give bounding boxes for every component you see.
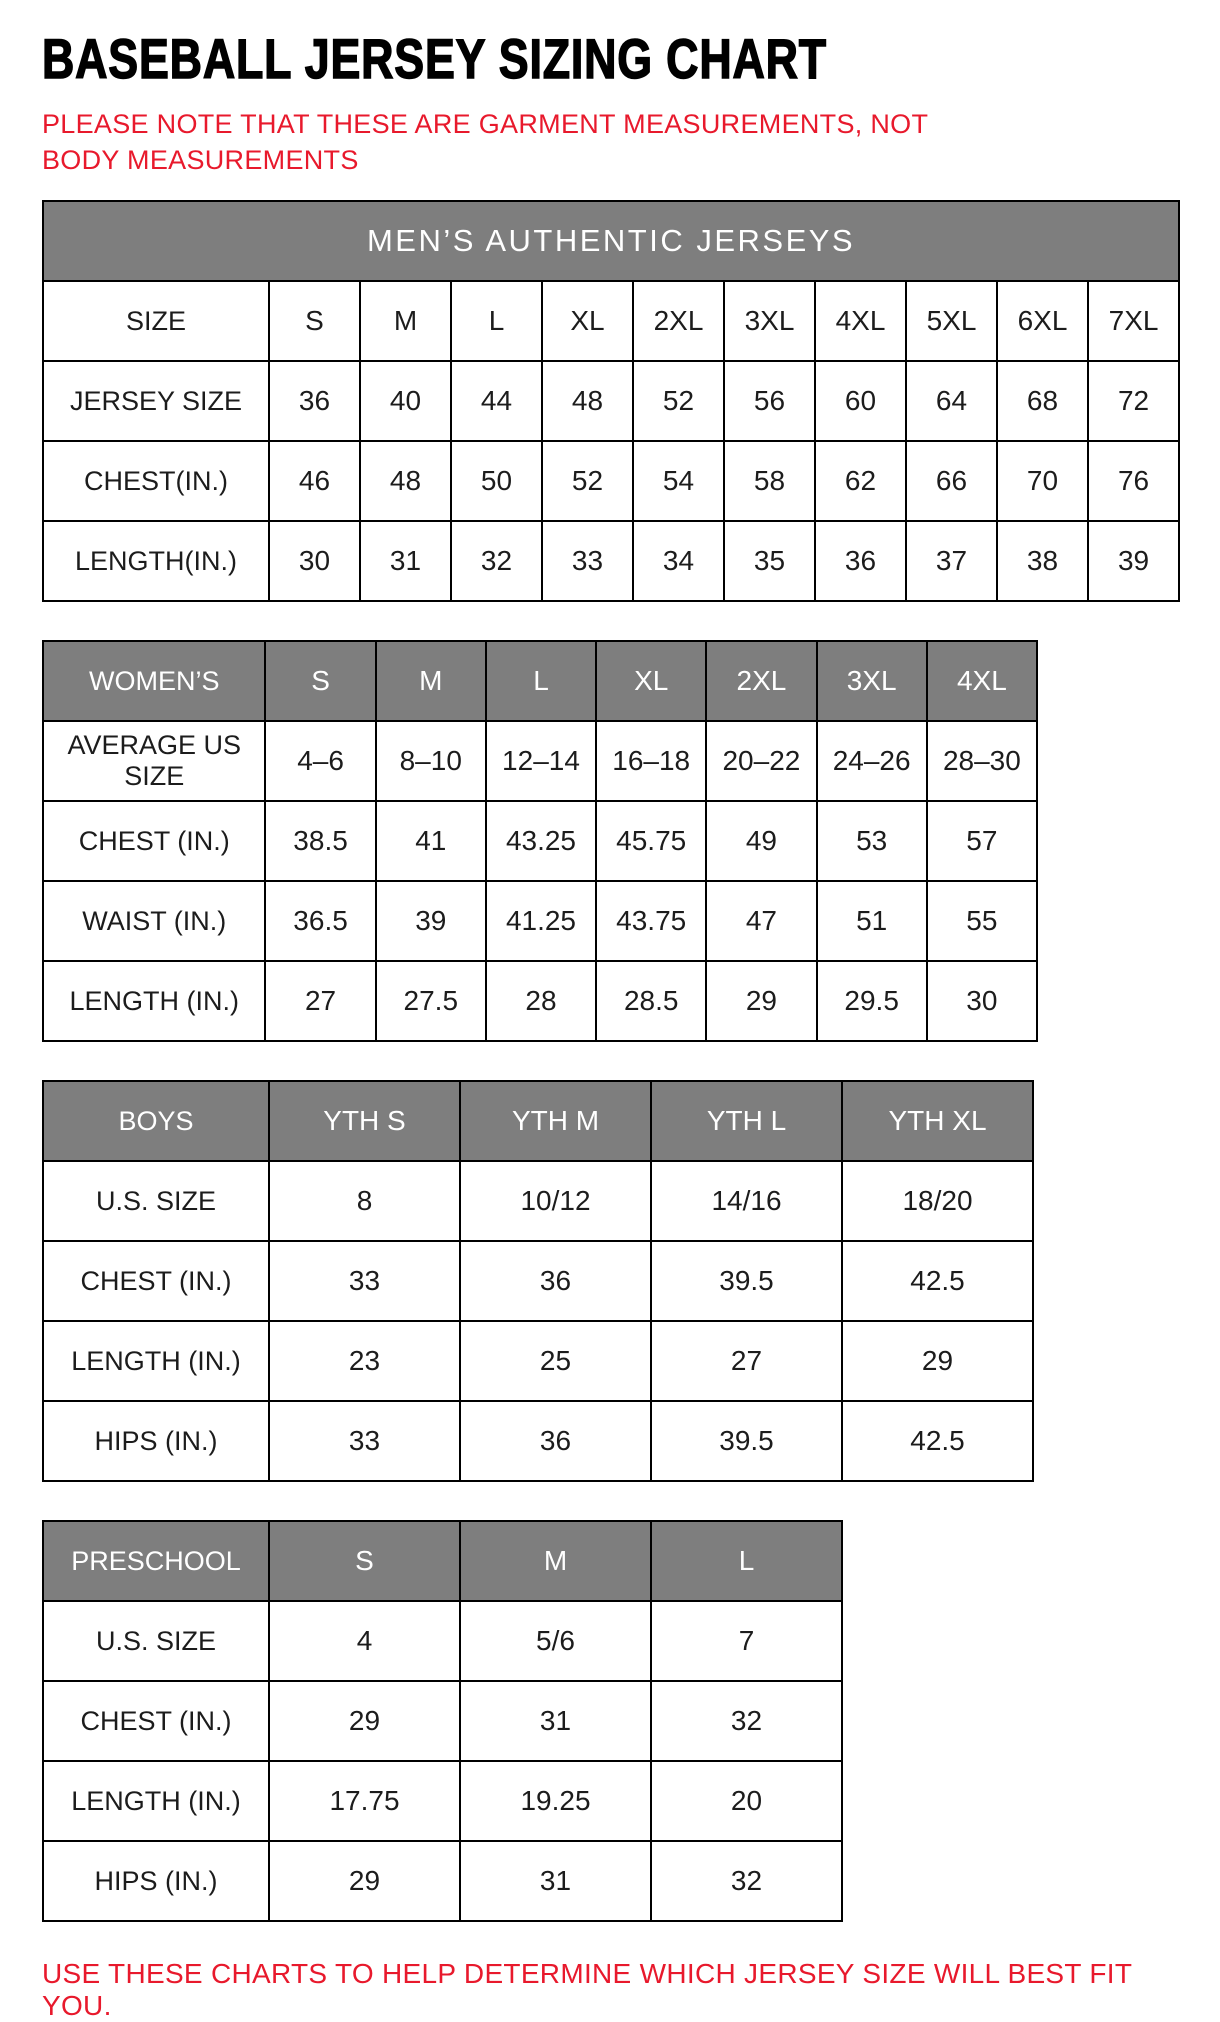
value-cell: 47	[706, 881, 816, 961]
value-cell: 29	[269, 1841, 460, 1921]
value-cell: 30	[269, 521, 360, 601]
value-cell: 62	[815, 441, 906, 521]
value-cell: 48	[542, 361, 633, 441]
table-row	[43, 281, 1179, 361]
value-cell: 48	[360, 441, 451, 521]
table-row	[43, 721, 1037, 801]
value-cell: 27	[265, 961, 375, 1041]
table-row	[43, 641, 1037, 721]
column-header: L	[651, 1521, 842, 1601]
value-cell: 55	[927, 881, 1037, 961]
value-cell: 4–6	[265, 721, 375, 801]
column-header: S	[265, 641, 375, 721]
value-cell: 29	[269, 1681, 460, 1761]
table-row	[43, 1401, 1033, 1481]
value-cell: 14/16	[651, 1161, 842, 1241]
row-label: LENGTH (IN.)	[43, 1761, 269, 1841]
value-cell: 29	[706, 961, 816, 1041]
column-header: L	[486, 641, 596, 721]
column-header: YTH M	[460, 1081, 651, 1161]
value-cell: 39	[376, 881, 486, 961]
value-cell: 28.5	[596, 961, 706, 1041]
value-cell: 7	[651, 1601, 842, 1681]
table-row	[43, 801, 1037, 881]
row-label: LENGTH(IN.)	[43, 521, 269, 601]
value-cell: 27	[651, 1321, 842, 1401]
value-cell: 23	[269, 1321, 460, 1401]
value-cell: 32	[651, 1681, 842, 1761]
tables-section	[42, 200, 1180, 1922]
value-cell: 64	[906, 361, 997, 441]
column-header: S	[269, 1521, 460, 1601]
preschool-table	[42, 1520, 843, 1922]
value-cell: 5/6	[460, 1601, 651, 1681]
value-cell: 28–30	[927, 721, 1037, 801]
footer-note: USE THESE CHARTS TO HELP DETERMINE WHICH JERSEY SIZE WILL BEST FIT YOU.	[42, 1958, 1132, 2022]
value-cell: 8	[269, 1161, 460, 1241]
value-cell: 31	[460, 1681, 651, 1761]
table-row	[43, 881, 1037, 961]
table-row	[43, 1161, 1033, 1241]
value-cell: 12–14	[486, 721, 596, 801]
value-cell: 33	[269, 1241, 460, 1321]
value-cell: 6XL	[997, 281, 1088, 361]
value-cell: 56	[724, 361, 815, 441]
value-cell: 43.75	[596, 881, 706, 961]
value-cell: 35	[724, 521, 815, 601]
value-cell: 31	[460, 1841, 651, 1921]
column-header: 2XL	[706, 641, 816, 721]
value-cell: 2XL	[633, 281, 724, 361]
row-label: U.S. SIZE	[43, 1161, 269, 1241]
column-header: YTH XL	[842, 1081, 1033, 1161]
value-cell: L	[451, 281, 542, 361]
value-cell: 76	[1088, 441, 1179, 521]
value-cell: 37	[906, 521, 997, 601]
value-cell: 36.5	[265, 881, 375, 961]
value-cell: 39.5	[651, 1401, 842, 1481]
value-cell: 41	[376, 801, 486, 881]
value-cell: 27.5	[376, 961, 486, 1041]
value-cell: 51	[817, 881, 927, 961]
row-label: LENGTH (IN.)	[43, 1321, 269, 1401]
value-cell: 25	[460, 1321, 651, 1401]
table-row	[43, 961, 1037, 1041]
boys-header-label: BOYS	[43, 1081, 269, 1161]
value-cell: 33	[269, 1401, 460, 1481]
value-cell: 46	[269, 441, 360, 521]
row-label: LENGTH (IN.)	[43, 961, 265, 1041]
value-cell: 18/20	[842, 1161, 1033, 1241]
value-cell: 32	[651, 1841, 842, 1921]
row-label: AVERAGE US SIZE	[43, 721, 265, 801]
value-cell: 44	[451, 361, 542, 441]
value-cell: 30	[927, 961, 1037, 1041]
row-label: HIPS (IN.)	[43, 1401, 269, 1481]
value-cell: 52	[542, 441, 633, 521]
value-cell: 4	[269, 1601, 460, 1681]
table-row	[43, 521, 1179, 601]
value-cell: 50	[451, 441, 542, 521]
row-label: WAIST (IN.)	[43, 881, 265, 961]
value-cell: 32	[451, 521, 542, 601]
table-row	[43, 1841, 842, 1921]
column-header: YTH S	[269, 1081, 460, 1161]
row-label: CHEST (IN.)	[43, 801, 265, 881]
value-cell: 41.25	[486, 881, 596, 961]
value-cell: 39	[1088, 521, 1179, 601]
row-label: SIZE	[43, 281, 269, 361]
value-cell: 54	[633, 441, 724, 521]
value-cell: 33	[542, 521, 633, 601]
value-cell: 10/12	[460, 1161, 651, 1241]
value-cell: 20–22	[706, 721, 816, 801]
table-row	[43, 361, 1179, 441]
column-header: M	[376, 641, 486, 721]
value-cell: 34	[633, 521, 724, 601]
value-cell: 49	[706, 801, 816, 881]
value-cell: 52	[633, 361, 724, 441]
value-cell: 53	[817, 801, 927, 881]
value-cell: 38	[997, 521, 1088, 601]
row-label: CHEST (IN.)	[43, 1681, 269, 1761]
value-cell: 36	[460, 1401, 651, 1481]
table-row	[43, 1601, 842, 1681]
row-label: CHEST(IN.)	[43, 441, 269, 521]
boys-table	[42, 1080, 1034, 1482]
value-cell: 42.5	[842, 1241, 1033, 1321]
value-cell: 36	[460, 1241, 651, 1321]
value-cell: 29.5	[817, 961, 927, 1041]
value-cell: 36	[269, 361, 360, 441]
value-cell: 7XL	[1088, 281, 1179, 361]
value-cell: 39.5	[651, 1241, 842, 1321]
column-header: YTH L	[651, 1081, 842, 1161]
table-row	[43, 441, 1179, 521]
value-cell: 4XL	[815, 281, 906, 361]
table-row	[43, 1681, 842, 1761]
column-header: 3XL	[817, 641, 927, 721]
value-cell: S	[269, 281, 360, 361]
value-cell: 57	[927, 801, 1037, 881]
value-cell: 40	[360, 361, 451, 441]
row-label: CHEST (IN.)	[43, 1241, 269, 1321]
garment-measurements-note: PLEASE NOTE THAT THESE ARE GARMENT MEASUREMENTS, NOT BODY MEASUREMENTS	[42, 109, 928, 175]
value-cell: 20	[651, 1761, 842, 1841]
womens-table	[42, 640, 1038, 1042]
value-cell: 5XL	[906, 281, 997, 361]
value-cell: 58	[724, 441, 815, 521]
column-header: M	[460, 1521, 651, 1601]
table-row	[43, 1081, 1033, 1161]
value-cell: 24–26	[817, 721, 927, 801]
column-header: XL	[596, 641, 706, 721]
mens-table-title: MEN’S AUTHENTIC JERSEYS	[43, 201, 1179, 281]
row-label: U.S. SIZE	[43, 1601, 269, 1681]
value-cell: 16–18	[596, 721, 706, 801]
value-cell: 19.25	[460, 1761, 651, 1841]
row-label: HIPS (IN.)	[43, 1841, 269, 1921]
value-cell: 60	[815, 361, 906, 441]
mens-table	[42, 200, 1180, 602]
value-cell: 66	[906, 441, 997, 521]
value-cell: M	[360, 281, 451, 361]
value-cell: 72	[1088, 361, 1179, 441]
value-cell: 8–10	[376, 721, 486, 801]
value-cell: 28	[486, 961, 596, 1041]
value-cell: 38.5	[265, 801, 375, 881]
table-row	[43, 1321, 1033, 1401]
value-cell: 31	[360, 521, 451, 601]
value-cell: 17.75	[269, 1761, 460, 1841]
row-label: JERSEY SIZE	[43, 361, 269, 441]
womens-header-label: WOMEN’S	[43, 641, 265, 721]
preschool-header-label: PRESCHOOL	[43, 1521, 269, 1601]
value-cell: 70	[997, 441, 1088, 521]
page-title: BASEBALL JERSEY SIZING CHART	[42, 27, 827, 90]
value-cell: 68	[997, 361, 1088, 441]
value-cell: 43.25	[486, 801, 596, 881]
value-cell: 36	[815, 521, 906, 601]
column-header: 4XL	[927, 641, 1037, 721]
value-cell: 29	[842, 1321, 1033, 1401]
value-cell: 3XL	[724, 281, 815, 361]
value-cell: 42.5	[842, 1401, 1033, 1481]
table-row	[43, 1241, 1033, 1321]
table-row	[43, 1761, 842, 1841]
table-row	[43, 1521, 842, 1601]
value-cell: 45.75	[596, 801, 706, 881]
value-cell: XL	[542, 281, 633, 361]
